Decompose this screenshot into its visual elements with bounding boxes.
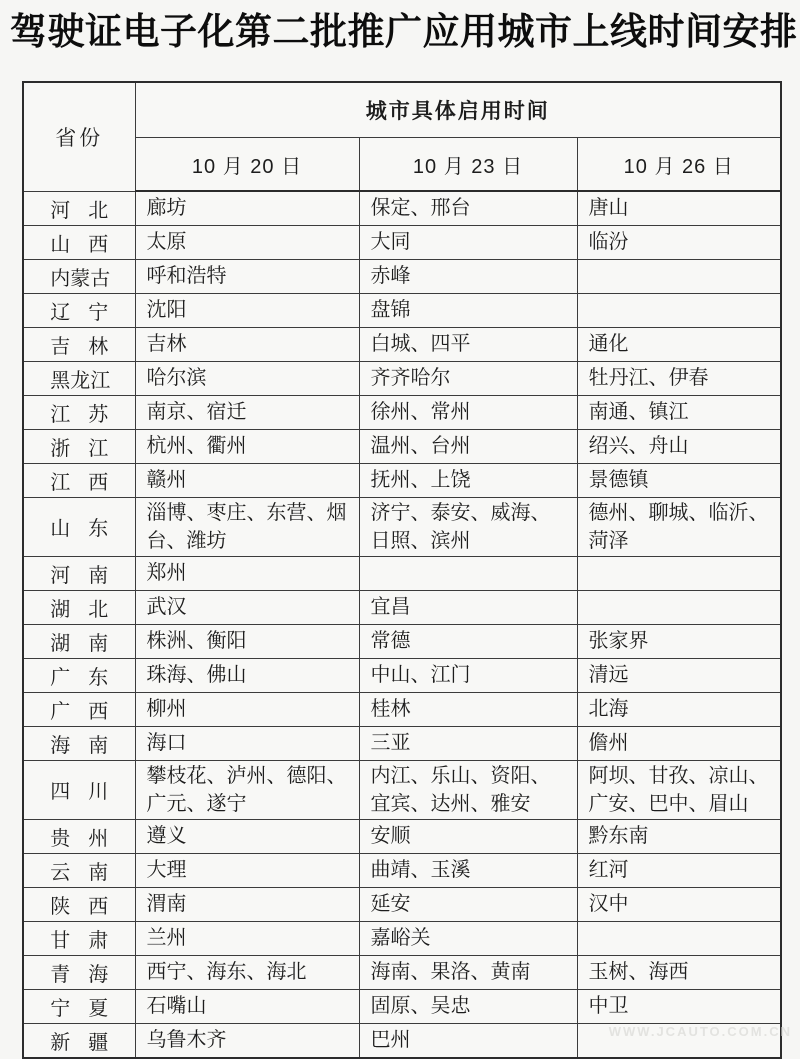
page-title: 驾驶证电子化第二批推广应用城市上线时间安排 <box>10 12 798 53</box>
cities-cell: 白城、四平 <box>359 327 577 361</box>
cities-cell: 沈阳 <box>135 293 359 327</box>
cities-cell: 大同 <box>359 225 577 259</box>
cities-cell: 安顺 <box>359 819 577 853</box>
table-row <box>23 887 781 921</box>
header-row-group <box>23 82 781 138</box>
province-cell <box>23 590 135 624</box>
province-cell <box>23 692 135 726</box>
cities-cell: 张家界 <box>577 624 781 658</box>
province-cell <box>23 361 135 395</box>
date-column-header-oct20: 10 月 20 日 <box>135 138 359 192</box>
table-row <box>23 497 781 556</box>
province-cell <box>23 556 135 590</box>
province-cell <box>23 395 135 429</box>
province-cell <box>23 327 135 361</box>
header-row-dates <box>23 138 781 192</box>
cities-cell: 乌鲁木齐 <box>135 1023 359 1058</box>
table-row <box>23 921 781 955</box>
table-row <box>23 556 781 590</box>
province-label: 河南 <box>50 564 109 587</box>
cities-cell: 儋州 <box>577 726 781 760</box>
cities-cell: 南京、宿迁 <box>135 395 359 429</box>
table-row <box>23 624 781 658</box>
table-row <box>23 429 781 463</box>
cities-cell: 绍兴、舟山 <box>577 429 781 463</box>
table-row <box>23 658 781 692</box>
province-cell <box>23 760 135 819</box>
watermark: WWW.JCAUTO.COM.CN <box>608 1024 792 1039</box>
province-label: 山西 <box>50 233 109 256</box>
table-row <box>23 259 781 293</box>
cities-cell: 阿坝、甘孜、凉山、广安、巴中、眉山 <box>577 760 781 819</box>
table-row <box>23 293 781 327</box>
province-cell <box>23 819 135 853</box>
cities-cell: 赣州 <box>135 463 359 497</box>
cities-cell: 徐州、常州 <box>359 395 577 429</box>
cities-cell: 盘锦 <box>359 293 577 327</box>
table-row <box>23 726 781 760</box>
province-cell <box>23 191 135 225</box>
table-row <box>23 395 781 429</box>
table-row <box>23 955 781 989</box>
cities-cell: 南通、镇江 <box>577 395 781 429</box>
cities-cell: 淄博、枣庄、东营、烟台、潍坊 <box>135 497 359 556</box>
cities-cell: 汉中 <box>577 887 781 921</box>
province-cell <box>23 259 135 293</box>
cities-cell: 郑州 <box>135 556 359 590</box>
table-row <box>23 989 781 1023</box>
cities-cell: 玉树、海西 <box>577 955 781 989</box>
cities-cell <box>577 590 781 624</box>
province-label: 新疆 <box>50 1031 109 1054</box>
province-label: 山东 <box>50 518 109 540</box>
province-label: 吉林 <box>50 335 109 358</box>
activation-time-group-header: 城市具体启用时间 <box>135 82 781 138</box>
province-label: 江西 <box>50 471 109 494</box>
province-label: 内蒙古 <box>50 267 111 290</box>
cities-cell: 黔东南 <box>577 819 781 853</box>
province-cell <box>23 955 135 989</box>
table-row <box>23 819 781 853</box>
cities-cell <box>359 556 577 590</box>
cities-cell: 呼和浩特 <box>135 259 359 293</box>
province-cell <box>23 624 135 658</box>
cities-cell: 大理 <box>135 853 359 887</box>
province-column-header: 省份 <box>23 82 135 191</box>
province-cell <box>23 1023 135 1058</box>
province-cell <box>23 497 135 556</box>
table-row <box>23 590 781 624</box>
cities-cell: 景德镇 <box>577 463 781 497</box>
province-cell <box>23 921 135 955</box>
cities-cell: 曲靖、玉溪 <box>359 853 577 887</box>
date-column-header-oct23: 10 月 23 日 <box>359 138 577 192</box>
cities-cell <box>577 921 781 955</box>
cities-cell: 桂林 <box>359 692 577 726</box>
table-row <box>23 361 781 395</box>
table-row <box>23 327 781 361</box>
cities-cell: 吉林 <box>135 327 359 361</box>
cities-cell: 杭州、衢州 <box>135 429 359 463</box>
schedule-table <box>22 81 782 1059</box>
cities-cell: 温州、台州 <box>359 429 577 463</box>
province-cell <box>23 989 135 1023</box>
province-label: 黑龙江 <box>50 369 111 392</box>
province-cell <box>23 658 135 692</box>
province-label: 青海 <box>50 963 109 986</box>
cities-cell: 抚州、上饶 <box>359 463 577 497</box>
cities-cell: 济宁、泰安、威海、日照、滨州 <box>359 497 577 556</box>
table-header <box>23 82 781 191</box>
table-row <box>23 191 781 225</box>
cities-cell: 清远 <box>577 658 781 692</box>
cities-cell: 德州、聊城、临沂、菏泽 <box>577 497 781 556</box>
cities-cell: 柳州 <box>135 692 359 726</box>
province-cell <box>23 887 135 921</box>
cities-cell: 宜昌 <box>359 590 577 624</box>
cities-cell: 攀枝花、泸州、德阳、广元、遂宁 <box>135 760 359 819</box>
province-cell <box>23 225 135 259</box>
table-row <box>23 692 781 726</box>
province-label: 湖北 <box>50 598 109 621</box>
cities-cell: 哈尔滨 <box>135 361 359 395</box>
cities-cell: 临汾 <box>577 225 781 259</box>
province-label: 陕西 <box>50 895 109 918</box>
table-row <box>23 225 781 259</box>
province-cell <box>23 429 135 463</box>
cities-cell: 北海 <box>577 692 781 726</box>
cities-cell: 三亚 <box>359 726 577 760</box>
cities-cell <box>577 293 781 327</box>
province-label: 海南 <box>50 734 109 757</box>
cities-cell: 株洲、衡阳 <box>135 624 359 658</box>
cities-cell: 兰州 <box>135 921 359 955</box>
cities-cell: 海口 <box>135 726 359 760</box>
province-label: 河北 <box>50 199 109 222</box>
cities-cell <box>577 556 781 590</box>
table-body <box>23 191 781 1058</box>
cities-cell: 唐山 <box>577 191 781 225</box>
cities-cell: 牡丹江、伊春 <box>577 361 781 395</box>
table-row <box>23 760 781 819</box>
table-row <box>23 853 781 887</box>
cities-cell: 保定、邢台 <box>359 191 577 225</box>
cities-cell: 武汉 <box>135 590 359 624</box>
province-cell <box>23 726 135 760</box>
province-label: 江苏 <box>50 403 109 426</box>
province-cell <box>23 853 135 887</box>
province-label: 广西 <box>50 700 109 723</box>
cities-cell: 嘉峪关 <box>359 921 577 955</box>
province-label: 广东 <box>50 666 109 689</box>
cities-cell: 太原 <box>135 225 359 259</box>
cities-cell: 珠海、佛山 <box>135 658 359 692</box>
cities-cell: 西宁、海东、海北 <box>135 955 359 989</box>
table-row <box>23 463 781 497</box>
province-label: 浙江 <box>50 437 109 460</box>
cities-cell: 中山、江门 <box>359 658 577 692</box>
province-cell <box>23 293 135 327</box>
cities-cell: 常德 <box>359 624 577 658</box>
date-column-header-oct26: 10 月 26 日 <box>577 138 781 192</box>
province-label: 湖南 <box>50 632 109 655</box>
cities-cell: 中卫 <box>577 989 781 1023</box>
cities-cell: 廊坊 <box>135 191 359 225</box>
cities-cell: 渭南 <box>135 887 359 921</box>
cities-cell: 石嘴山 <box>135 989 359 1023</box>
province-cell <box>23 463 135 497</box>
cities-cell: 遵义 <box>135 819 359 853</box>
cities-cell <box>577 259 781 293</box>
cities-cell: 通化 <box>577 327 781 361</box>
cities-cell: 延安 <box>359 887 577 921</box>
province-label: 贵州 <box>50 827 109 850</box>
cities-cell: 固原、吴忠 <box>359 989 577 1023</box>
province-label: 甘肃 <box>50 929 109 952</box>
province-label: 辽宁 <box>50 301 109 324</box>
cities-cell: 巴州 <box>359 1023 577 1058</box>
cities-cell: 海南、果洛、黄南 <box>359 955 577 989</box>
province-label: 宁夏 <box>50 997 109 1020</box>
cities-cell: 红河 <box>577 853 781 887</box>
province-label: 四川 <box>50 781 109 803</box>
cities-cell: 齐齐哈尔 <box>359 361 577 395</box>
cities-cell: 内江、乐山、资阳、宜宾、达州、雅安 <box>359 760 577 819</box>
cities-cell: 赤峰 <box>359 259 577 293</box>
province-label: 云南 <box>50 861 109 884</box>
